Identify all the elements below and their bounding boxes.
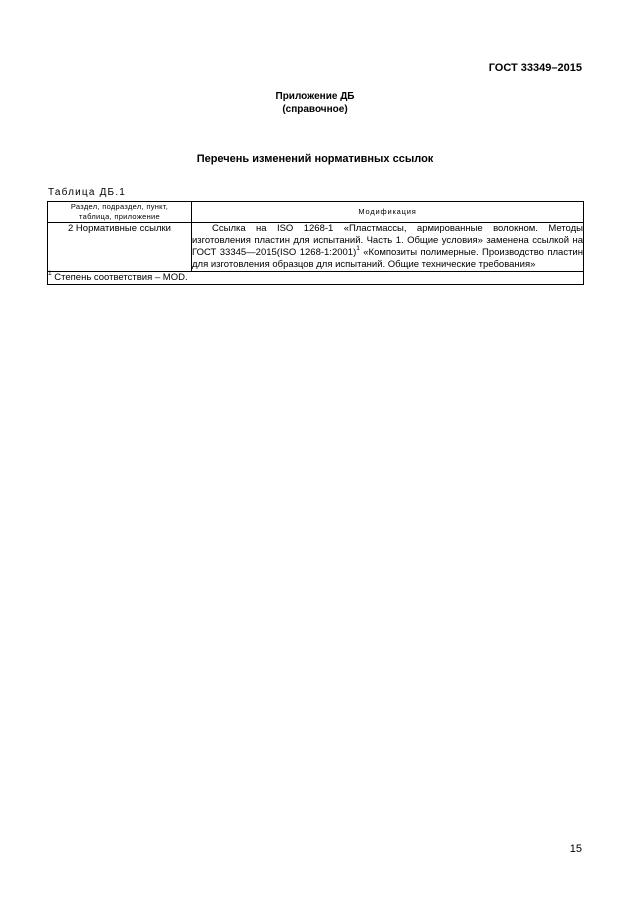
document-code: ГОСТ 33349–2015 bbox=[488, 62, 582, 74]
footnote-reference: 1 bbox=[356, 244, 360, 252]
appendix-subtitle: (справочное) bbox=[282, 104, 348, 115]
modification-text-part1: Ссылка на ISO 1268-1 «Пластмассы, армированные волокном. Методы изготовления пластин для испытаний. Часть 1. Общие условия» заменена ссылкой на ГОСТ 33345—2015(ISO 1268-1:2001) bbox=[192, 223, 583, 258]
header-col-section-line1: Раздел, подраздел, пункт, bbox=[70, 202, 169, 211]
modification-table bbox=[47, 201, 584, 285]
header-col-section bbox=[48, 202, 192, 223]
table-footnote-row bbox=[48, 272, 584, 285]
row-section-cell: 2 Нормативные ссылки bbox=[48, 223, 192, 272]
table-caption: Таблица ДБ.1 bbox=[48, 187, 127, 198]
footnote-cell bbox=[48, 269, 584, 285]
header-col-section-line2: таблица, приложение bbox=[78, 212, 161, 221]
modification-text-part2: «Композиты полимерные. Производство пластин для изготовления образцов для испытаний. Общие технические требования» bbox=[192, 247, 583, 270]
appendix-heading bbox=[0, 90, 630, 116]
header-col-modification: Модификация bbox=[192, 202, 584, 223]
footnote-mark: 1 bbox=[48, 269, 52, 277]
page-number: 15 bbox=[569, 843, 582, 855]
footnote-text: Степень соответствия – MOD. bbox=[51, 272, 188, 283]
table-row bbox=[48, 223, 584, 272]
appendix-title: Приложение ДБ bbox=[275, 91, 355, 102]
section-title: Перечень изменений нормативных ссылок bbox=[196, 153, 434, 165]
table-header-row bbox=[48, 202, 584, 223]
row-modification-cell bbox=[192, 223, 584, 272]
